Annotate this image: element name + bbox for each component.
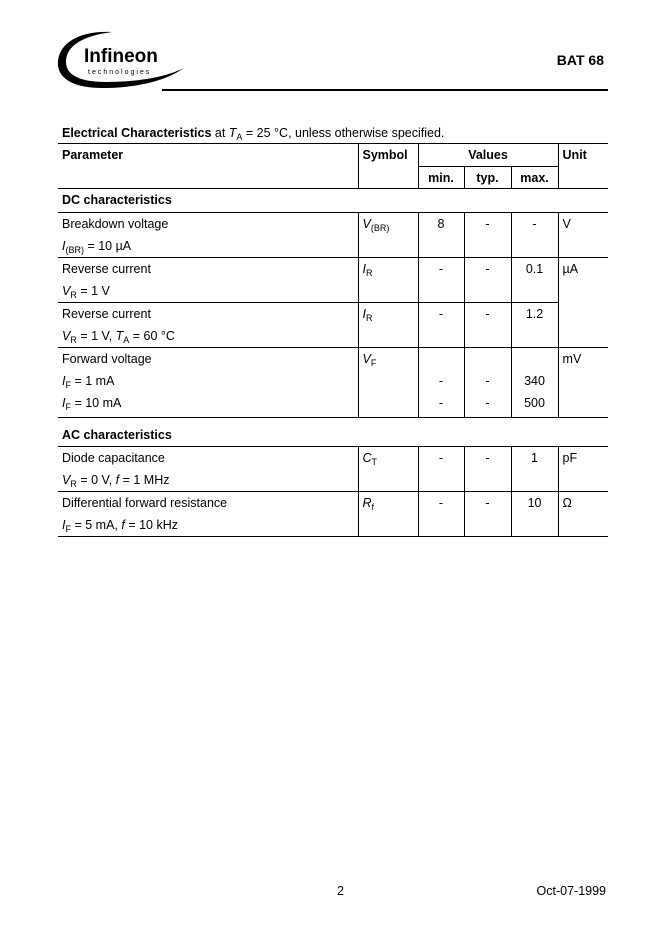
value-min: 8 [437,217,445,231]
header-unit: Unit [558,144,608,189]
param-condition: $I_F = 10$ mA [62,396,122,412]
value-max: 1 [531,451,538,465]
param-name: Diode capacitance [62,451,165,465]
section-ac: AC characteristics [58,418,608,447]
document-date: Oct-07-1999 [536,884,606,898]
param-symbol: $I_R$ [362,262,373,278]
param-name: Differential forward resistance [62,496,228,510]
param-name: Reverse current [62,307,151,321]
value-unit: V [562,217,571,231]
param-condition: $I_F = 1$ mA [62,374,115,390]
param-symbol: $I_R$ [362,307,373,323]
table-row [58,492,608,537]
header-rule [162,89,608,91]
param-symbol: $V_{(BR)}$ [362,217,390,233]
value-max: 500 [524,396,545,410]
value-max: 0.1 [525,262,544,276]
value-unit: µA [562,262,579,276]
table-caption: Electrical Characteristics at $T_A = 25$ °C, unless otherwise specified. [62,126,445,142]
value-unit: mV [562,352,582,366]
value-typ: - [485,451,490,465]
value-max: 10 [527,496,542,510]
table-row [58,447,608,492]
header-typ: typ. [464,167,511,189]
value-max: 340 [524,374,545,388]
value-max: - [532,217,537,231]
header-values: Values [418,144,558,167]
table-row [58,213,608,258]
electrical-characteristics-table [58,143,608,537]
param-condition: $V_R = 1$ V [62,284,110,300]
value-unit: Ω [562,496,572,510]
param-symbol: $C_T$ [362,451,378,467]
value-typ: - [485,396,490,410]
page-number: 2 [337,884,344,898]
table-row [58,348,608,418]
infineon-logo [54,28,186,92]
value-typ: - [485,374,490,388]
param-name: Forward voltage [62,352,152,366]
param-condition: $V_R = 0$ V, f = 1 MHz [62,473,170,489]
value-min: - [438,451,444,465]
param-condition: $I_F = 5$ mA, f = 10 kHz [62,518,178,534]
part-number: BAT 68 [556,52,604,68]
value-min: - [438,262,444,276]
value-max: 1.2 [525,307,544,321]
value-typ: - [485,307,490,321]
param-symbol: $V_F$ [362,352,377,368]
value-typ: - [485,496,490,510]
value-typ: - [485,217,490,231]
header-symbol: Symbol [358,144,418,189]
param-name: Breakdown voltage [62,217,169,231]
header-max: max. [511,167,558,189]
value-min: - [438,496,444,510]
section-dc: DC characteristics [58,189,608,213]
param-symbol: $R_f$ [362,496,375,512]
value-min: - [438,396,444,410]
table-row [58,303,608,348]
value-unit: pF [562,451,578,465]
param-condition: $V_R = 1$ V, $T_A = 60$ °C [62,329,175,345]
table-row [58,258,608,303]
logo-wordmark: Infineon [84,46,158,67]
value-min: - [438,307,444,321]
header-min: min. [418,167,464,189]
param-condition: $I_{(BR)} = 10$ µA [62,239,132,255]
logo-subtitle: technologies [88,69,152,76]
header-parameter: Parameter [58,144,358,189]
value-typ: - [485,262,490,276]
value-min: - [438,374,444,388]
param-name: Reverse current [62,262,151,276]
